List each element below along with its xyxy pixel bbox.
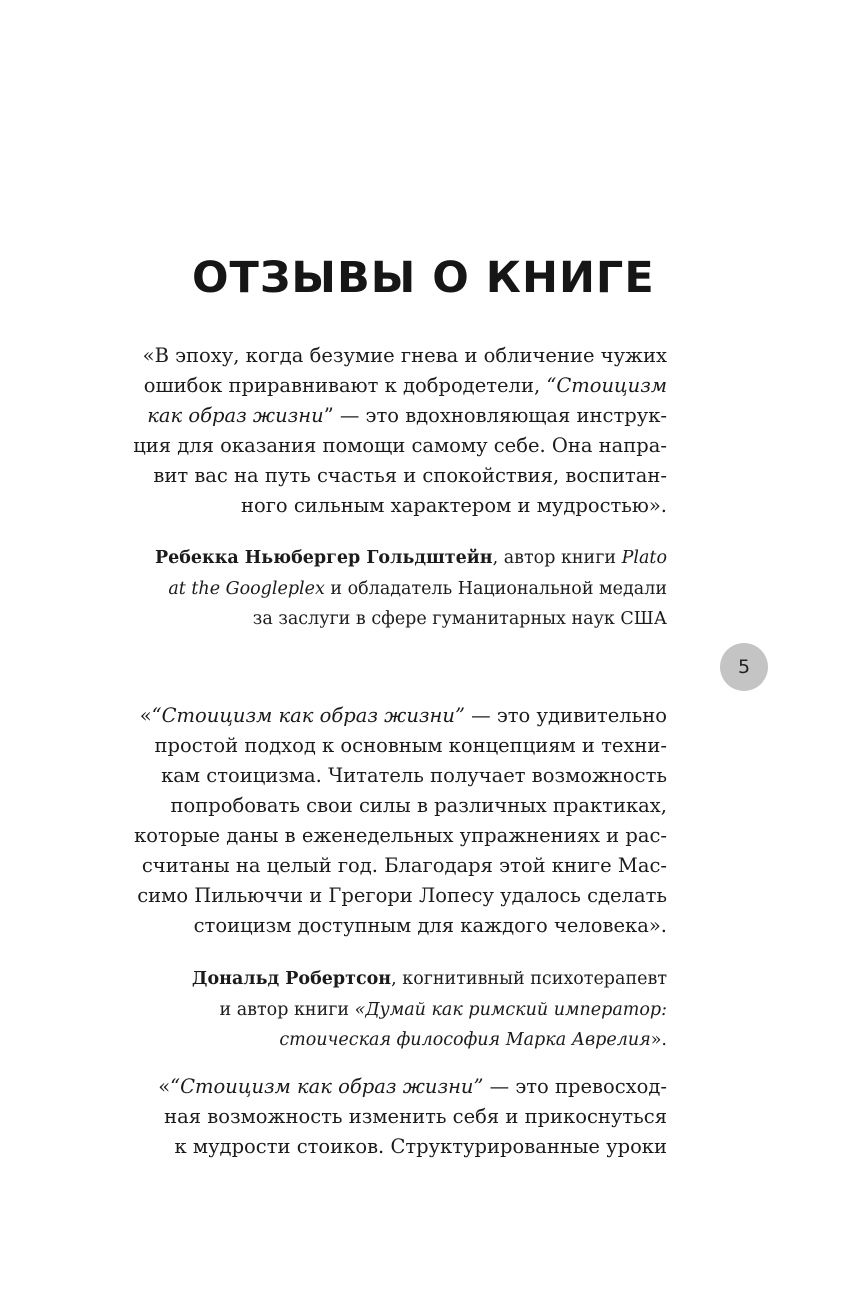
book-title-italic: at the Googleplex bbox=[168, 578, 325, 599]
text-line: простой подход к основным концепциям и техни- bbox=[154, 734, 667, 757]
text-line: стоицизм доступным для каждого человека». bbox=[193, 914, 667, 937]
book-title-italic: “Стоицизм как образ жизни” bbox=[170, 1075, 484, 1098]
text-line: «В эпоху, когда безумие гнева и обличение чужих bbox=[142, 344, 667, 367]
review-attribution-robertson bbox=[107, 964, 667, 1056]
reviewer-name: Ребекка Ньюбергер Гольдштейн bbox=[154, 548, 493, 568]
text-line: кам стоицизма. Читатель получает возможность bbox=[161, 764, 667, 787]
text-line: «“Стоицизм как образ жизни” — это превосход- bbox=[158, 1075, 667, 1098]
text-line: считаны на целый год. Благодаря этой книге Мас- bbox=[141, 854, 667, 877]
text-line: которые даны в еженедельных упражнениях и рас- bbox=[134, 824, 667, 847]
review-quote-robertson bbox=[107, 701, 667, 941]
reviewer-name: Дональд Робертсон bbox=[191, 969, 392, 989]
book-title-italic: стоическая философия Марка Аврелия bbox=[279, 1030, 651, 1050]
book-title-italic: “Стоицизм как образ жизни” bbox=[151, 704, 465, 727]
text-line: как образ жизни” — это вдохновляющая инструк- bbox=[147, 404, 667, 427]
review-quote-third bbox=[107, 1072, 667, 1162]
text-line: к мудрости стоиков. Структурированные уроки bbox=[174, 1135, 667, 1158]
text-line: ошибок приравнивают к добродетели, “Стоицизм bbox=[143, 374, 667, 397]
text-line: стоическая философия Марка Аврелия». bbox=[279, 1030, 667, 1050]
text-line: за заслуги в сфере гуманитарных наук США bbox=[252, 609, 667, 629]
review-attribution-goldstein bbox=[107, 543, 667, 635]
text-line: симо Пильюччи и Грегори Лопесу удалось сделать bbox=[137, 884, 667, 907]
text-line: ция для оказания помощи самому себе. Она напра- bbox=[133, 434, 667, 457]
book-title-italic: «Думай как римский император: bbox=[354, 999, 667, 1020]
book-title-italic: как образ жизни bbox=[147, 404, 324, 427]
text-line: ная возможность изменить себя и прикоснуться bbox=[164, 1105, 667, 1128]
text-line: «“Стоицизм как образ жизни” — это удивительно bbox=[139, 704, 667, 727]
text-line: Дональд Робертсон, когнитивный психотерапевт bbox=[191, 969, 667, 989]
text-line: и автор книги «Думай как римский император: bbox=[219, 999, 667, 1020]
text-line: вит вас на путь счастья и спокойствия, воспитан- bbox=[153, 464, 667, 487]
page-title: ОТЗЫВЫ О КНИГЕ bbox=[192, 253, 655, 303]
book-title-italic: Plato bbox=[621, 548, 667, 568]
book-title-italic: “Стоицизм bbox=[546, 374, 667, 397]
page-number-badge: 5 bbox=[720, 643, 768, 691]
review-quote-goldstein bbox=[107, 341, 667, 521]
text-line: Ребекка Ньюбергер Гольдштейн, автор книги Plato bbox=[154, 548, 667, 568]
text-line: ного сильным характером и мудростью». bbox=[240, 494, 667, 517]
text-line: попробовать свои силы в различных практиках, bbox=[170, 794, 667, 817]
text-line: at the Googleplex и обладатель Национальной медали bbox=[168, 578, 667, 599]
